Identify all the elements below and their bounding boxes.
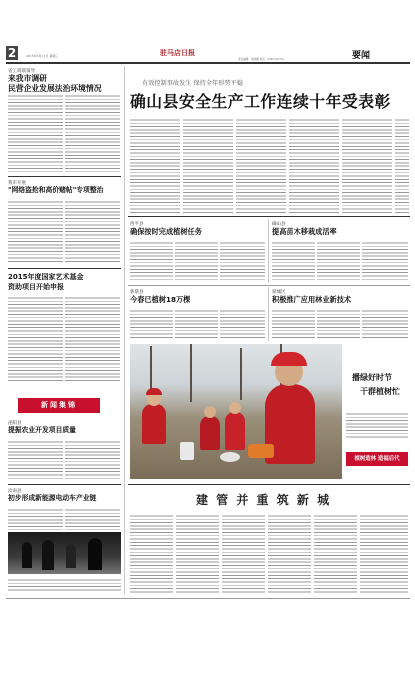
divider bbox=[8, 176, 121, 177]
masthead-rule bbox=[6, 62, 410, 64]
column-separator bbox=[124, 66, 125, 594]
lead-kicker: 有效控制事故发生 保持全年形势平稳 bbox=[142, 80, 243, 87]
body-text bbox=[236, 118, 286, 213]
body-text bbox=[314, 514, 357, 594]
article-kicker: 驿城区 bbox=[272, 290, 286, 295]
article-kicker: 省工商联领导 bbox=[8, 69, 35, 74]
article-title-2: 资助项目开始申报 bbox=[8, 283, 64, 291]
body-text bbox=[360, 514, 408, 594]
body-text bbox=[175, 241, 218, 281]
article-kicker: 汝南县 bbox=[8, 489, 22, 494]
issue-date: 2015年3月11日 星期三 bbox=[26, 54, 59, 58]
article-kicker: 我市开展 bbox=[8, 181, 26, 186]
lead-title: 确山县安全生产工作连续十年受表彰 bbox=[130, 92, 391, 111]
body-text bbox=[175, 309, 218, 339]
body-text bbox=[8, 440, 63, 480]
body-text bbox=[65, 94, 120, 172]
article-title: 确保按时完成植树任务 bbox=[130, 227, 202, 236]
photo-caption bbox=[346, 412, 408, 440]
body-text bbox=[65, 508, 120, 530]
body-text bbox=[317, 241, 360, 281]
divider bbox=[128, 484, 410, 485]
body-text bbox=[268, 514, 311, 594]
mid-article-1 bbox=[130, 221, 265, 237]
body-text bbox=[395, 118, 409, 213]
editor-info: 责任编辑：张晓薇 电话：0396-2627xx bbox=[238, 58, 285, 61]
divider bbox=[128, 216, 410, 217]
mid-article-2 bbox=[272, 221, 407, 237]
news-photo bbox=[8, 532, 121, 574]
body-text bbox=[362, 309, 408, 339]
body-text bbox=[130, 118, 180, 213]
body-text bbox=[8, 508, 63, 530]
photo-side-title: 播绿好时节 bbox=[352, 373, 392, 382]
divider bbox=[8, 484, 121, 485]
article-title: 提振农业开发项目质量 bbox=[8, 426, 76, 434]
page-number: 2 bbox=[7, 46, 17, 60]
bottom-feature-title: 建 管 并 重 筑 新 城 bbox=[196, 493, 332, 507]
body-text bbox=[65, 200, 120, 264]
body-text bbox=[342, 118, 392, 213]
mid-article-3 bbox=[130, 289, 265, 305]
body-text bbox=[317, 309, 360, 339]
article-title: 2015年度国家艺术基金 bbox=[8, 273, 84, 281]
column-separator bbox=[268, 219, 269, 283]
article-title: 初步形成新能源电动车产业链 bbox=[8, 494, 97, 502]
body-text bbox=[130, 514, 173, 594]
body-text bbox=[65, 296, 120, 382]
photo-ribbon: 植树造林 造福后代 bbox=[346, 452, 408, 466]
body-text bbox=[289, 118, 339, 213]
body-text bbox=[183, 118, 233, 213]
column-separator bbox=[268, 287, 269, 341]
body-text bbox=[272, 241, 315, 281]
brief-article-2 bbox=[8, 488, 123, 503]
body-text bbox=[222, 514, 265, 594]
article-title: 积极推广应用林业新技术 bbox=[272, 295, 352, 304]
article-title: 提高苗木移栽成活率 bbox=[272, 227, 337, 236]
photo-caption bbox=[8, 578, 121, 592]
brief-article-1 bbox=[8, 420, 123, 435]
divider bbox=[128, 285, 410, 286]
tree-planting-photo bbox=[130, 344, 342, 479]
article-title: 来我市调研 bbox=[8, 74, 47, 83]
article-kicker: 西平县 bbox=[130, 222, 144, 227]
left-article-1 bbox=[8, 68, 118, 94]
photo-side-title-2: 干群植树忙 bbox=[360, 387, 400, 396]
body-text bbox=[220, 241, 265, 281]
body-text bbox=[130, 241, 173, 281]
body-text bbox=[8, 94, 63, 172]
body-text bbox=[65, 440, 120, 480]
article-kicker: 泌阳县 bbox=[8, 421, 22, 426]
body-text bbox=[272, 309, 315, 339]
body-text bbox=[130, 309, 173, 339]
article-title: "网络盗抢和高价赌帖"专项整治 bbox=[8, 186, 104, 194]
article-title-2: 民营企业发展法治环境情况 bbox=[8, 84, 102, 93]
article-kicker: 确山县 bbox=[272, 222, 286, 227]
body-text bbox=[8, 200, 63, 264]
mid-article-4 bbox=[272, 289, 407, 305]
news-brief-label: 新闻集锦 bbox=[18, 398, 100, 413]
body-text bbox=[8, 296, 63, 382]
paper-name: 驻马店日报 bbox=[160, 48, 195, 57]
left-article-2 bbox=[8, 180, 123, 195]
article-kicker: 新蔡县 bbox=[130, 290, 144, 295]
section-title: 要闻 bbox=[352, 51, 371, 61]
article-title: 今春已植树18万棵 bbox=[130, 295, 191, 304]
page-bottom-rule bbox=[6, 598, 410, 599]
body-text bbox=[220, 309, 265, 339]
divider bbox=[8, 268, 121, 269]
body-text bbox=[176, 514, 219, 594]
body-text bbox=[362, 241, 408, 281]
left-article-3 bbox=[8, 272, 123, 292]
